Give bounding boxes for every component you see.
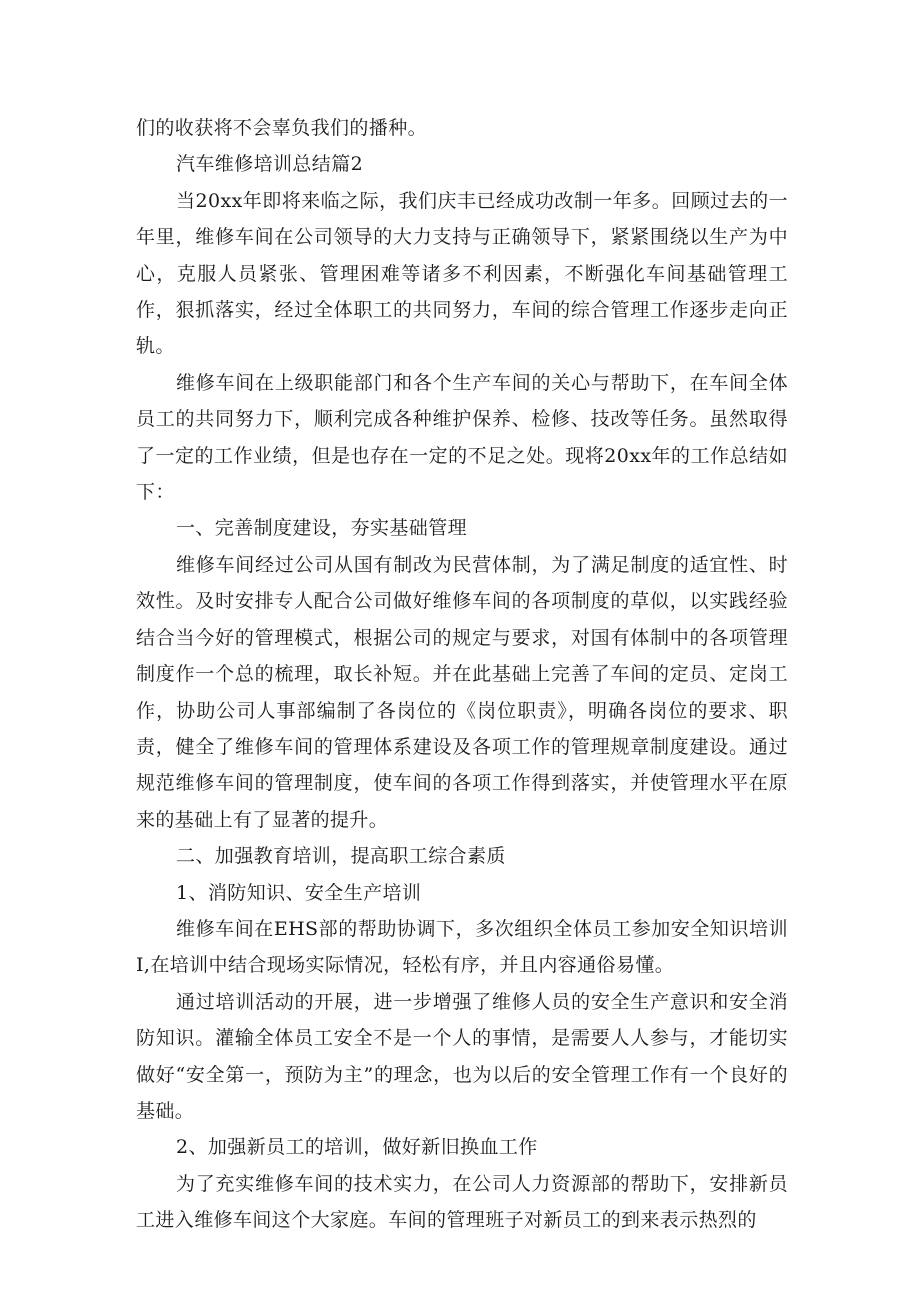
subheading-two: 2、加强新员工的培训，做好新旧换血工作: [176, 1136, 538, 1159]
document-page: [136, 110, 788, 1239]
paragraph-summary: 维修车间在上级职能部门和各个生产车间的关心与帮助下，在车间全体员工的共同努力下，顺利完成各种维护保养、检修、技改等任务。虽然取得了一定的工作业绩，但是也存在一定的不足之处。现将20xx年的工作总结如下：: [136, 371, 788, 504]
section-title: 汽车维修培训总结篇2: [176, 153, 364, 176]
heading-two: 二、加强教育培训，提高职工综合素质: [176, 845, 506, 868]
paragraph-new-staff: 为了充实维修车间的技术实力，在公司人力资源部的帮助下，安排新员工进入维修车间这个大家庭。车间的管理班子对新员工的到来表示热烈的: [136, 1172, 788, 1232]
paragraph-safety-result: 通过培训活动的开展，进一步增强了维修人员的安全生产意识和安全消防知识。灌输全体员工安全不是一个人的事情，是需要人人参与，才能切实做好“安全第一，预防为主”的理念，也为以后的安全管理工作有一个良好的基础。: [136, 990, 788, 1122]
subheading-one: 1、消防知识、安全生产培训: [176, 881, 422, 904]
paragraph-safety-training: 维修车间在EHS部的帮助协调下，多次组织全体员工参加安全知识培训I,在培训中结合现场实际情况，轻松有序，并且内容通俗易懂。: [136, 917, 788, 977]
heading-one: 一、完善制度建设，夯实基础管理: [176, 517, 468, 540]
paragraph-system: 维修车间经过公司从国有制改为民营体制，为了满足制度的适宜性、时效性。及时安排专人配合公司做好维修车间的各项制度的草似，以实践经验结合当今好的管理模式，根据公司的规定与要求，对国有体制中的各项管理制度作一个总的梳理，取长补短。并在此基础上完善了车间的定员、定岗工作，协助公司人事部编制了各岗位的《岗位职责》，明确各岗位的要求、职责，健全了维修车间的管理体系建设及各项工作的管理规章制度建设。通过规范维修车间的管理制度，使车间的各项工作得到落实，并使管理水平在原来的基础上有了显著的提升。: [136, 553, 788, 831]
paragraph-continuation: 们的收获将不会辜负我们的播种。: [136, 117, 428, 139]
paragraph-intro: 当20xx年即将来临之际，我们庆丰已经成功改制一年多。回顾过去的一年里，维修车间在公司领导的大力支持与正确领导下，紧紧围绕以生产为中心，克服人员紧张、管理困难等诸多不利因素，不断强化车间基础管理工作，狠抓落实，经过全体职工的共同努力，车间的综合管理工作逐步走向正轨。: [136, 189, 788, 358]
